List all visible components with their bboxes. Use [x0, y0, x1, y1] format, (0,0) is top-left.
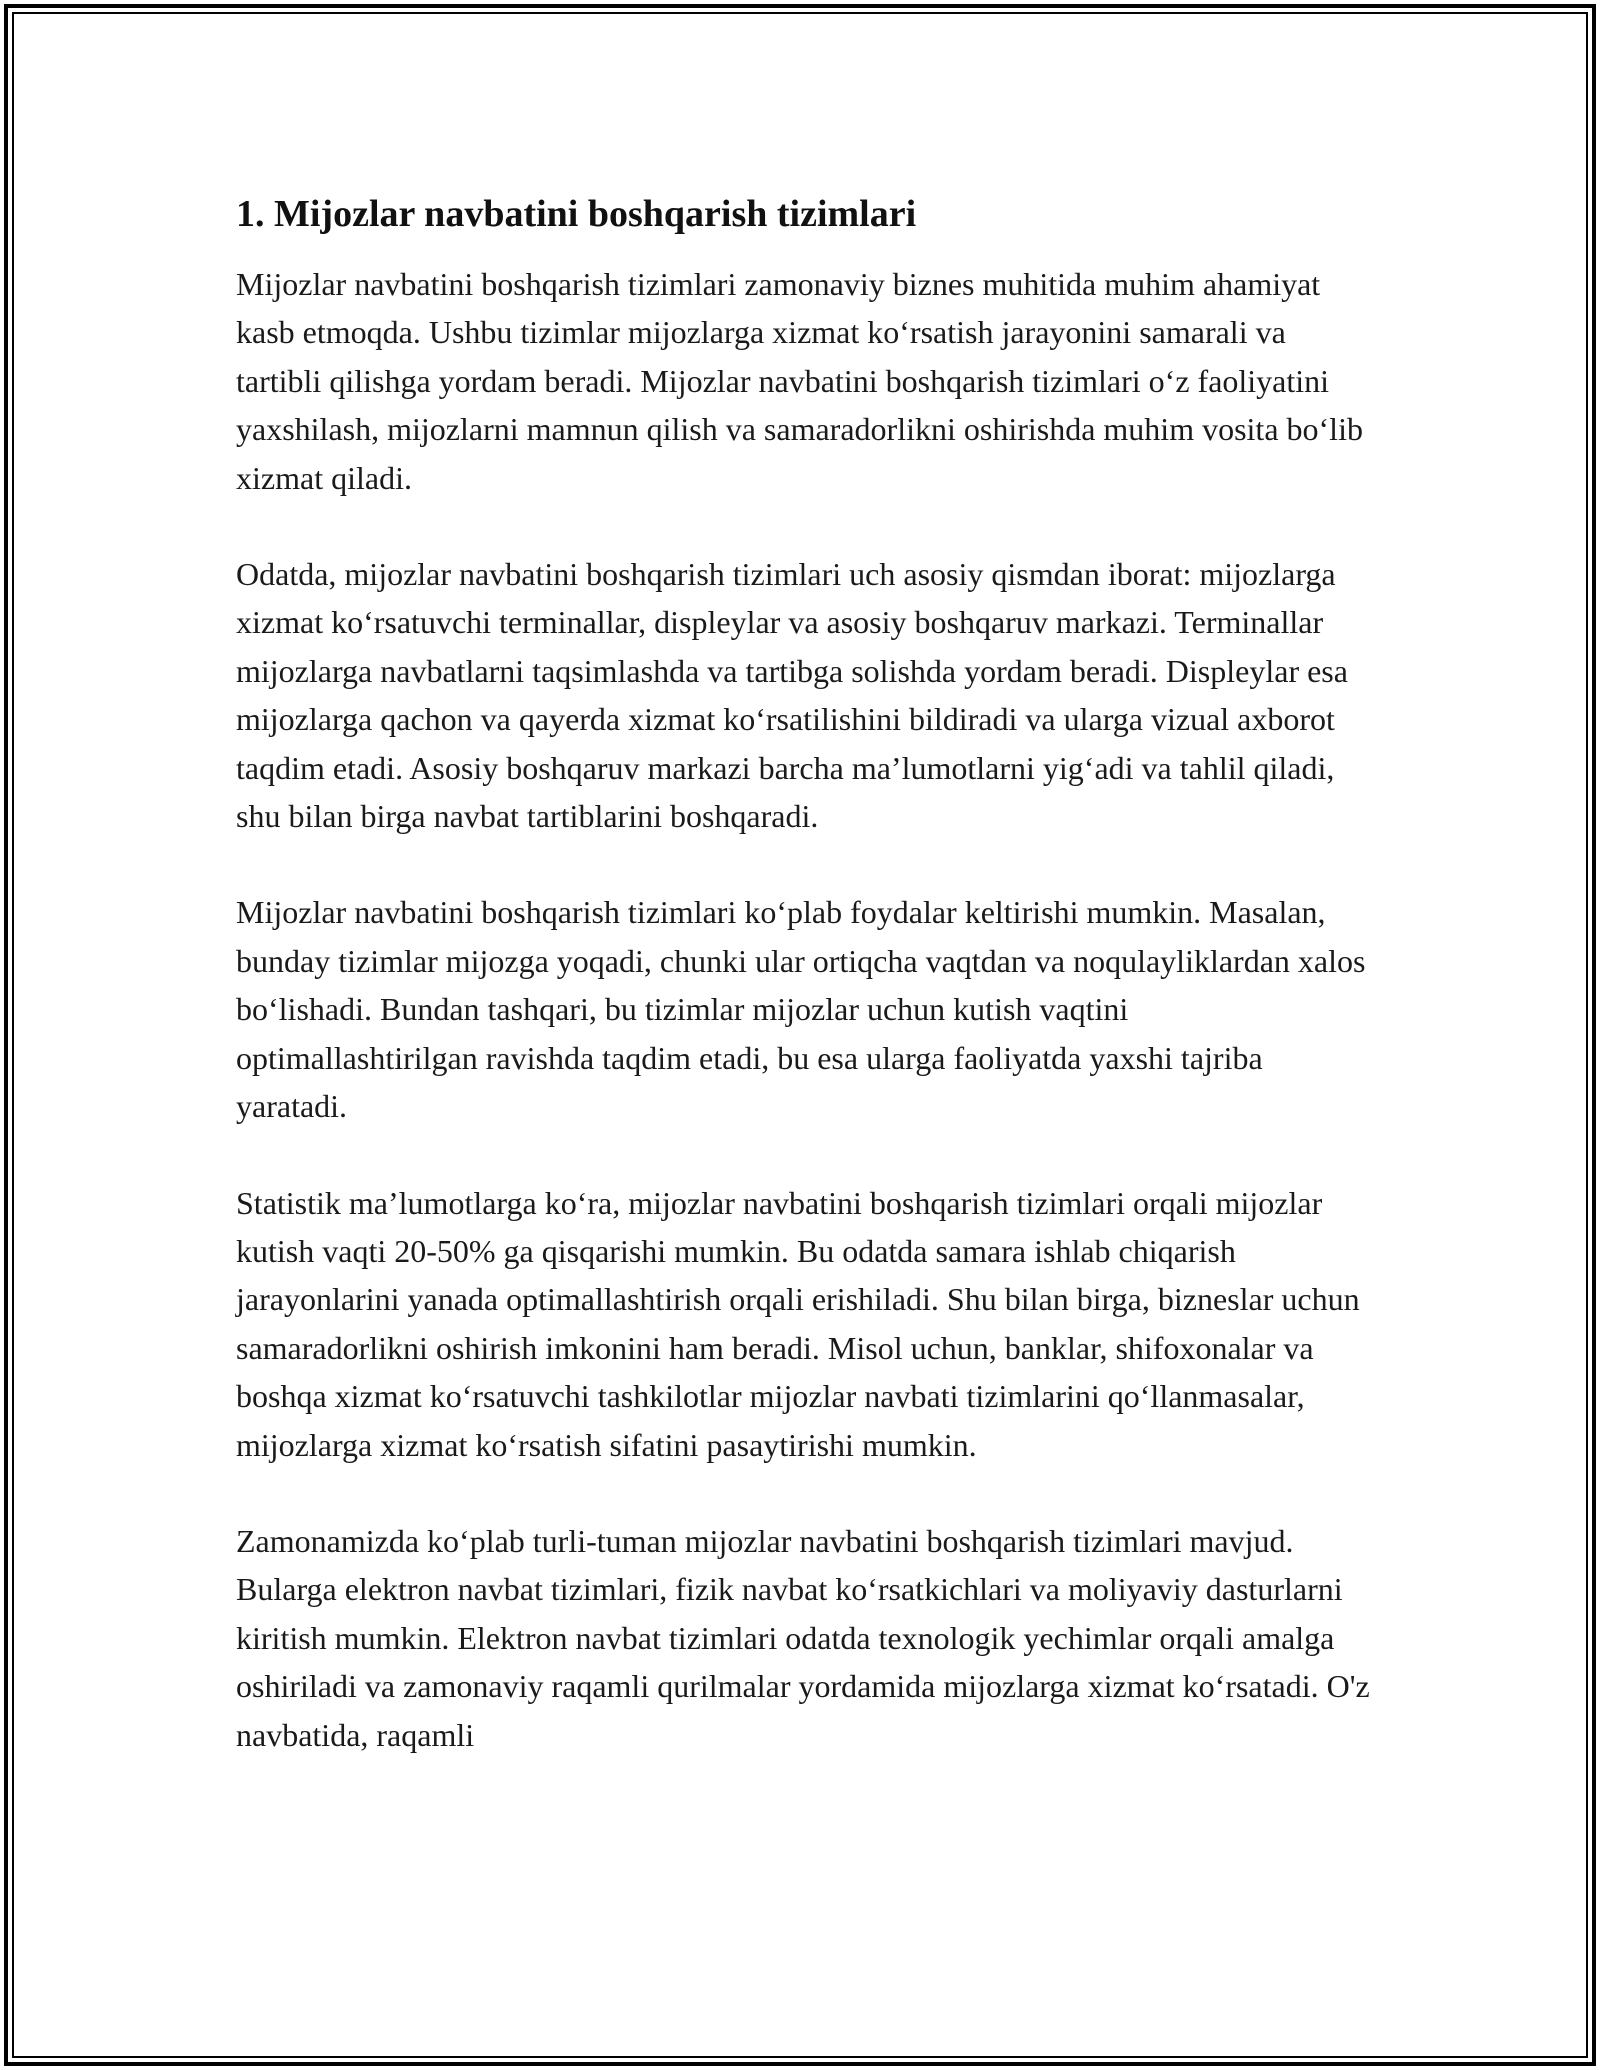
paragraph-4: Statistik ma’lumotlarga ko‘ra, mijozlar navbatini boshqarish tizimlari orqali mijozlar kutish vaqti 20-50% ga qisqarishi mumkin. Bu odatda samara ishlab chiqarish jarayonlarini yanada optimallashtirish orqali erishiladi. Shu bilan birga, bizneslar uchun samaradorlikni oshirish imkonini ham beradi. Misol uchun, banklar, shifoxonalar va boshqa xizmat ko‘rsatuvchi tashkilotlar mijozlar navbati tizimlarini qo‘llanmasalar, mijozlarga xizmat ko‘rsatish sifatini pasaytirishi mumkin. — [236, 1184, 1360, 1463]
section-heading: 1. Mijozlar navbatini boshqarish tizimlari — [236, 193, 917, 235]
document-body — [236, 186, 1376, 1759]
paragraph-1: Mijozlar navbatini boshqarish tizimlari zamonaviy biznes muhitida muhim ahamiyat kasb etmoqda. Ushbu tizimlar mijozlarga xizmat ko‘rsatish jarayonini samarali va tartibli qilishga yordam beradi. Mijozlar navbatini boshqarish tizimlari o‘z faoliyatini yaxshilash, mijozlarni mamnun qilish va samaradorlikni oshirishda muhim vosita bo‘lib xizmat qiladi. — [236, 266, 1363, 496]
paragraph-3: Mijozlar navbatini boshqarish tizimlari ko‘plab foydalar keltirishi mumkin. Masalan, bunday tizimlar mijozga yoqadi, chunki ular ortiqcha vaqtdan va noqulayliklardan xalos bo‘lishadi. Bundan tashqari, bu tizimlar mijozlar uchun kutish vaqtini optimallashtirilgan ravishda taqdim etadi, bu esa ularga faoliyatda yaxshi tajriba yaratadi. — [236, 894, 1366, 1125]
paragraph-2: Odatda, mijozlar navbatini boshqarish tizimlari uch asosiy qismdan iborat: mijozlarga xizmat ko‘rsatuvchi terminallar, displeylar va asosiy boshqaruv markazi. Terminallar mijozlarga navbatlarni taqsimlashda va tartibga solishda yordam beradi. Displeylar esa mijozlarga qachon va qayerda xizmat ko‘rsatilishini bildiradi va ularga vizual axborot taqdim etadi. Asosiy boshqaruv markazi barcha ma’lumotlarni yig‘adi va tahlil qiladi, shu bilan birga navbat tartiblarini boshqaradi. — [236, 556, 1348, 835]
paragraph-5: Zamonamizda ko‘plab turli-tuman mijozlar navbatini boshqarish tizimlari mavjud. Bularga elektron navbat tizimlari, fizik navbat ko‘rsatkichlari va moliyaviy dasturlarni kiritish mumkin. Elektron navbat tizimlari odatda texnologik yechimlar orqali amalga oshiriladi va zamonaviy raqamli qurilmalar yordamida mijozlarga xizmat ko‘rsatadi. O'z navbatida, raqamli — [236, 1522, 1370, 1753]
